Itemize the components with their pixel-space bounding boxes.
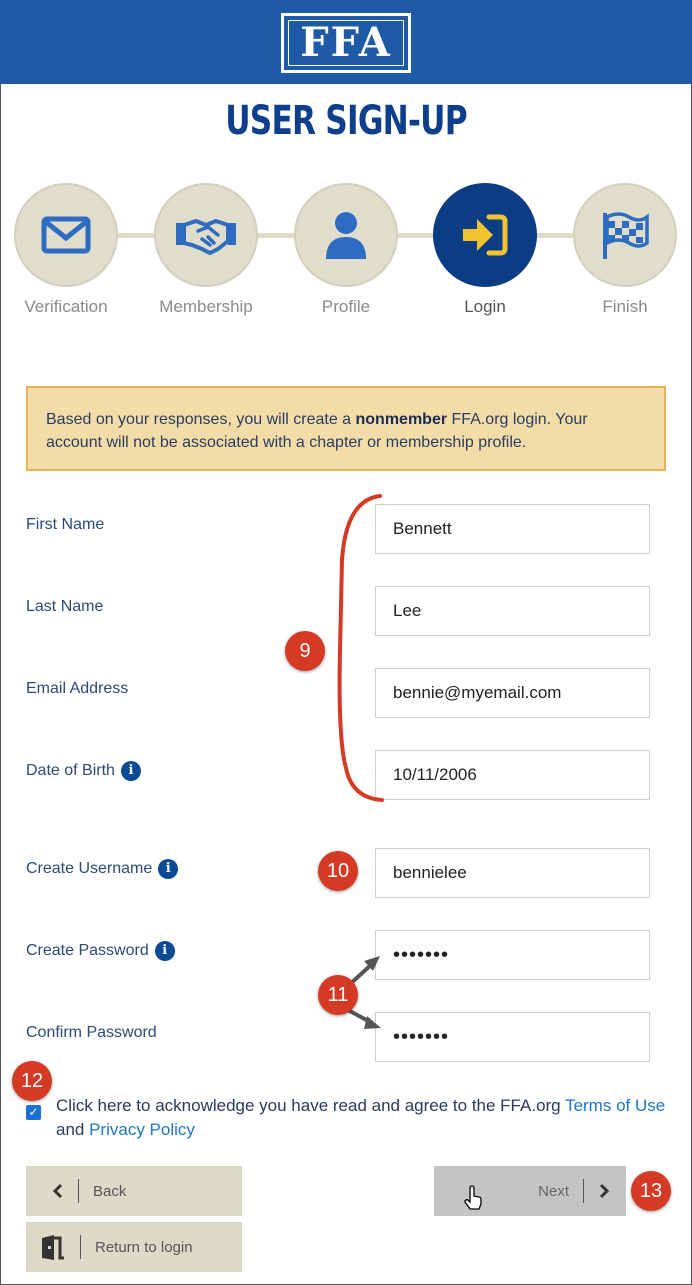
step-circle	[154, 183, 258, 287]
callout-badge: 9	[285, 631, 325, 671]
callout-badge: 10	[318, 851, 358, 891]
username-field[interactable]: bennielee	[375, 848, 650, 898]
page-title: USER SIGN-UP	[225, 98, 467, 144]
divider	[583, 1179, 584, 1203]
return-to-login-button[interactable]	[26, 1222, 242, 1272]
terms-link[interactable]: Terms of Use	[565, 1096, 666, 1115]
callout-badge: 13	[631, 1171, 671, 1211]
info-icon[interactable]: i	[155, 941, 175, 961]
step-circle	[294, 183, 398, 287]
ffa-logo[interactable]: FFA	[281, 13, 411, 73]
step-membership	[154, 183, 258, 316]
chevron-left-icon	[52, 1183, 64, 1199]
info-icon[interactable]: i	[158, 859, 178, 879]
last-name-label: Last Name	[26, 598, 104, 615]
handshake-icon	[180, 209, 232, 261]
step-label: Profile	[321, 297, 371, 316]
privacy-link[interactable]: Privacy Policy	[89, 1120, 195, 1139]
terms-agreement: ✓ Click here to acknowledge you have read and agree to the FFA.org Terms of Use and Privacy Policy	[26, 1094, 676, 1142]
step-label: Membership	[159, 297, 253, 316]
hand-cursor-icon	[464, 1186, 482, 1210]
step-label: Verification	[24, 297, 108, 316]
step-login	[433, 183, 537, 316]
back-button[interactable]	[26, 1166, 242, 1216]
divider	[78, 1179, 79, 1203]
login-arrow-icon	[459, 209, 511, 261]
callout-badge: 11	[318, 975, 358, 1015]
dob-label: Date of Birth i	[26, 761, 141, 781]
email-label: Email Address	[26, 680, 129, 697]
last-name-field[interactable]: Lee	[375, 586, 650, 636]
email-field[interactable]: bennie@myemail.com	[375, 668, 650, 718]
nonmember-notice: Based on your responses, you will create a nonmember FFA.org login. Your account will not be associated with a chapter or membership profile.	[26, 386, 666, 471]
first-name-label: First Name	[26, 516, 105, 533]
notice-bold: nonmember	[355, 411, 448, 428]
step-circle	[433, 183, 537, 287]
envelope-icon	[40, 209, 92, 261]
step-verification	[14, 183, 118, 316]
agree-checkbox[interactable]: ✓	[26, 1105, 41, 1120]
password-field[interactable]: •••••••	[375, 930, 650, 980]
door-exit-icon	[38, 1234, 66, 1260]
step-label: Finish	[602, 297, 648, 316]
return-label: Return to login	[95, 1238, 193, 1256]
confirm-password-field[interactable]: •••••••	[375, 1012, 650, 1062]
next-label: Next	[538, 1182, 569, 1200]
password-label: Create Password i	[26, 941, 175, 961]
header-bar	[0, 0, 692, 84]
divider	[80, 1235, 81, 1259]
callout-badge: 12	[12, 1061, 52, 1101]
dob-field[interactable]: 10/11/2006	[375, 750, 650, 800]
first-name-field[interactable]: Bennett	[375, 504, 650, 554]
username-label: Create Username i	[26, 859, 178, 879]
step-finish	[573, 183, 677, 316]
confirm-password-label: Confirm Password	[26, 1024, 157, 1041]
person-icon	[320, 209, 372, 261]
step-circle	[14, 183, 118, 287]
next-button[interactable]	[434, 1166, 626, 1216]
back-label: Back	[93, 1182, 127, 1200]
step-label: Login	[464, 297, 506, 316]
checkered-flag-icon	[599, 209, 651, 261]
step-profile	[294, 183, 398, 316]
chevron-right-icon	[598, 1183, 610, 1199]
step-circle	[573, 183, 677, 287]
info-icon[interactable]: i	[121, 761, 141, 781]
